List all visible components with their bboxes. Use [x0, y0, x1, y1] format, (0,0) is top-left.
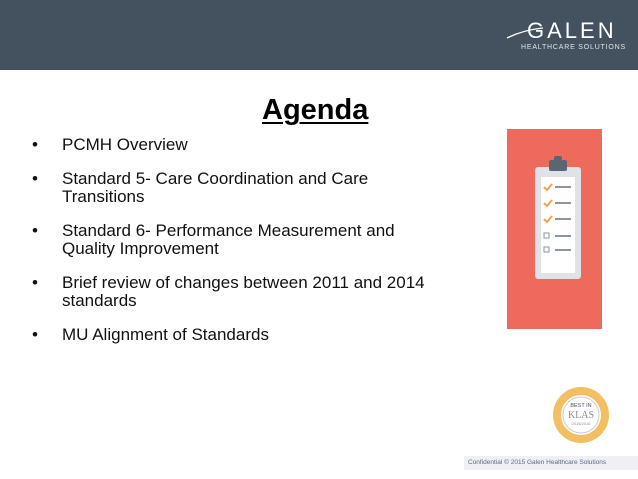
slide-title: Agenda — [262, 94, 369, 126]
agenda-item — [32, 222, 492, 258]
agenda-item-text: Standard 5- Care Coordination and Care Transitions — [62, 169, 369, 206]
agenda-item-text: PCMH Overview — [62, 135, 188, 154]
bullet: • — [32, 273, 38, 292]
agenda-item — [32, 170, 492, 206]
agenda-item-text: Standard 6- Performance Measurement and Quality Improvement — [62, 221, 395, 258]
confidential-footer: Confidential © 2015 Galen Healthcare Solutions — [464, 456, 638, 470]
clipboard-illustration — [507, 129, 602, 329]
agenda-item — [32, 136, 492, 154]
agenda-item-text: MU Alignment of Standards — [62, 325, 269, 344]
logo-subtitle: HEALTHCARE SOLUTIONS — [521, 44, 626, 51]
badge-year-text: 2015/2016 — [571, 421, 591, 426]
galen-logo — [505, 18, 626, 58]
bullet: • — [32, 169, 38, 188]
agenda-item — [32, 274, 492, 310]
agenda-list — [32, 136, 492, 360]
agenda-item-text: Brief review of changes between 2011 and 2014 standards — [62, 273, 425, 310]
badge-main-text: KLAS — [567, 410, 595, 421]
bullet: • — [32, 135, 38, 154]
logo-wordmark: GALEN — [527, 18, 617, 43]
bullet: • — [32, 325, 38, 344]
title-container — [262, 94, 368, 127]
clipboard-checklist-icon — [507, 129, 602, 329]
agenda-item — [32, 326, 492, 344]
best-in-klas-badge — [552, 385, 610, 447]
bullet: • — [32, 221, 38, 240]
badge-top-text: BEST IN — [570, 403, 592, 409]
header-bar — [0, 0, 638, 70]
laurel-badge-icon — [552, 385, 610, 447]
